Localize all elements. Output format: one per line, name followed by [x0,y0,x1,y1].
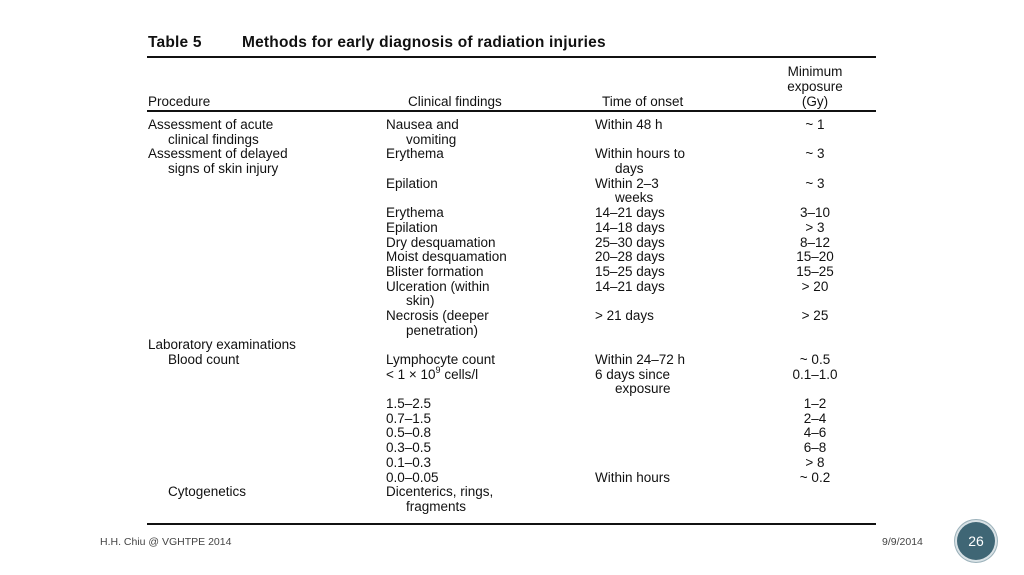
cell-clinical-finding: vomiting [406,131,457,147]
table-row [0,133,1024,148]
cell-text: < 1 × 10 [386,366,436,382]
cell-time-of-onset: 6 days since [595,366,671,382]
cell-clinical-finding: skin) [406,293,435,309]
table-row [0,500,1024,515]
cell-min-exposure: 3–10 [799,205,831,221]
table-row [0,353,1024,368]
cell-min-exposure: 4–6 [803,425,827,441]
cell-time-of-onset: weeks [615,190,654,206]
cell-time-of-onset: > 21 days [595,307,654,323]
cell-clinical-finding: Moist desquamation [386,249,507,265]
table-row [0,236,1024,251]
table-row [0,441,1024,456]
table-caption [148,34,606,52]
cell-min-exposure: > 3 [805,219,825,235]
cell-time-of-onset: 20–28 days [595,249,665,265]
cell-min-exposure: 2–4 [803,410,827,426]
cell-time-of-onset: Within 24–72 h [595,352,686,367]
cell-min-exposure: ~ 1 [805,117,825,132]
cell-procedure: Assessment of delayed [148,146,288,162]
header-clinical-findings: Clinical findings [408,94,502,109]
cell-time-of-onset: days [615,161,644,177]
table-row [0,456,1024,471]
cell-min-exposure: 1–2 [803,396,827,412]
cell-time-of-onset: 15–25 days [595,263,665,279]
table-row [0,412,1024,427]
cell-time-of-onset: Within 2–3 [595,175,659,191]
cell-clinical-finding: penetration) [406,322,479,338]
cell-clinical-finding: Lymphocyte count [386,352,496,367]
cell-procedure: Cytogenetics [168,484,247,500]
table-row [0,485,1024,500]
table-row [0,364,1024,383]
cell-min-exposure: ~ 3 [805,175,825,191]
cell-procedure: signs of skin injury [168,161,279,177]
table-row [0,309,1024,324]
header-min-exposure-3: (Gy) [801,94,829,109]
cell-clinical-finding: Dicenterics, rings, [386,484,494,500]
cell-clinical-finding: 0.5–0.8 [386,425,432,441]
cell-clinical-finding: Nausea and [386,117,459,132]
cell-clinical-finding: 0.1–0.3 [386,454,432,470]
cell-time-of-onset: 14–21 days [595,205,665,221]
table-number: Table 5 [148,34,202,51]
footer-date: 9/9/2014 [882,536,923,548]
cell-min-exposure: > 8 [805,454,825,470]
header-min-exposure-2: exposure [787,79,843,94]
cell-clinical-finding: 1.5–2.5 [386,396,432,412]
cell-time-of-onset: Within hours [595,469,671,485]
cell-min-exposure: ~ 0.5 [799,352,831,367]
cell-min-exposure: 0.1–1.0 [792,366,838,382]
cell-clinical-finding: Erythema [386,146,444,162]
table-row [0,147,1024,162]
cell-clinical-finding [386,364,479,383]
table-title: Methods for early diagnosis of radiation injuries [242,34,606,51]
cell-time-of-onset: exposure [615,381,671,397]
cell-min-exposure: ~ 0.2 [799,469,831,485]
cell-procedure: Laboratory examinations [148,337,296,353]
table-row [0,250,1024,265]
table-row [0,426,1024,441]
cell-superscript: 9 [435,364,441,375]
header-procedure: Procedure [148,94,211,109]
table-row [0,382,1024,397]
header-rule [147,110,876,112]
table-row [0,280,1024,295]
bottom-rule [147,523,876,525]
cell-clinical-finding: Dry desquamation [386,234,496,250]
cell-clinical-finding: Erythema [386,205,444,221]
cell-min-exposure: 15–20 [796,249,834,265]
table-row [0,162,1024,177]
cell-min-exposure: 15–25 [796,263,834,279]
cell-clinical-finding: Blister formation [386,263,484,279]
top-rule [147,56,876,58]
cell-min-exposure: 8–12 [799,234,831,250]
cell-suffix: cells/l [440,366,479,382]
table-row [0,471,1024,486]
table-row [0,206,1024,221]
cell-clinical-finding: 0.7–1.5 [386,410,432,426]
cell-clinical-finding: Ulceration (within [386,278,490,294]
cell-min-exposure: ~ 3 [805,146,825,162]
cell-clinical-finding: 0.3–0.5 [386,440,432,456]
cell-time-of-onset: Within 48 h [595,117,663,132]
cell-min-exposure: > 25 [801,307,829,323]
header-min-exposure-1: Minimum [787,64,843,79]
table-row [0,221,1024,236]
cell-time-of-onset: Within hours to [595,146,686,162]
cell-procedure: clinical findings [168,131,259,147]
cell-time-of-onset: 14–18 days [595,219,665,235]
slide-number-badge [957,522,995,560]
table-row [0,397,1024,412]
table-row [0,324,1024,339]
table-row [0,177,1024,192]
cell-min-exposure: > 20 [801,278,829,294]
table-row [0,338,1024,353]
table-row [0,265,1024,280]
header-time-of-onset: Time of onset [602,94,684,109]
cell-time-of-onset: 25–30 days [595,234,665,250]
table-row [0,294,1024,309]
table-row [0,191,1024,206]
cell-procedure: Blood count [168,352,240,367]
cell-min-exposure: 6–8 [803,440,827,456]
cell-clinical-finding: Epilation [386,175,438,191]
cell-procedure: Assessment of acute [148,117,274,132]
table-body [0,118,1024,515]
cell-clinical-finding: Necrosis (deeper [386,307,489,323]
cell-clinical-finding: 0.0–0.05 [386,469,439,485]
slide-number: 26 [968,533,984,549]
table-row [0,118,1024,133]
cell-time-of-onset: 14–21 days [595,278,665,294]
footer-author: H.H. Chiu @ VGHTPE 2014 [100,536,232,548]
cell-clinical-finding: Epilation [386,219,438,235]
cell-clinical-finding: fragments [406,498,467,514]
